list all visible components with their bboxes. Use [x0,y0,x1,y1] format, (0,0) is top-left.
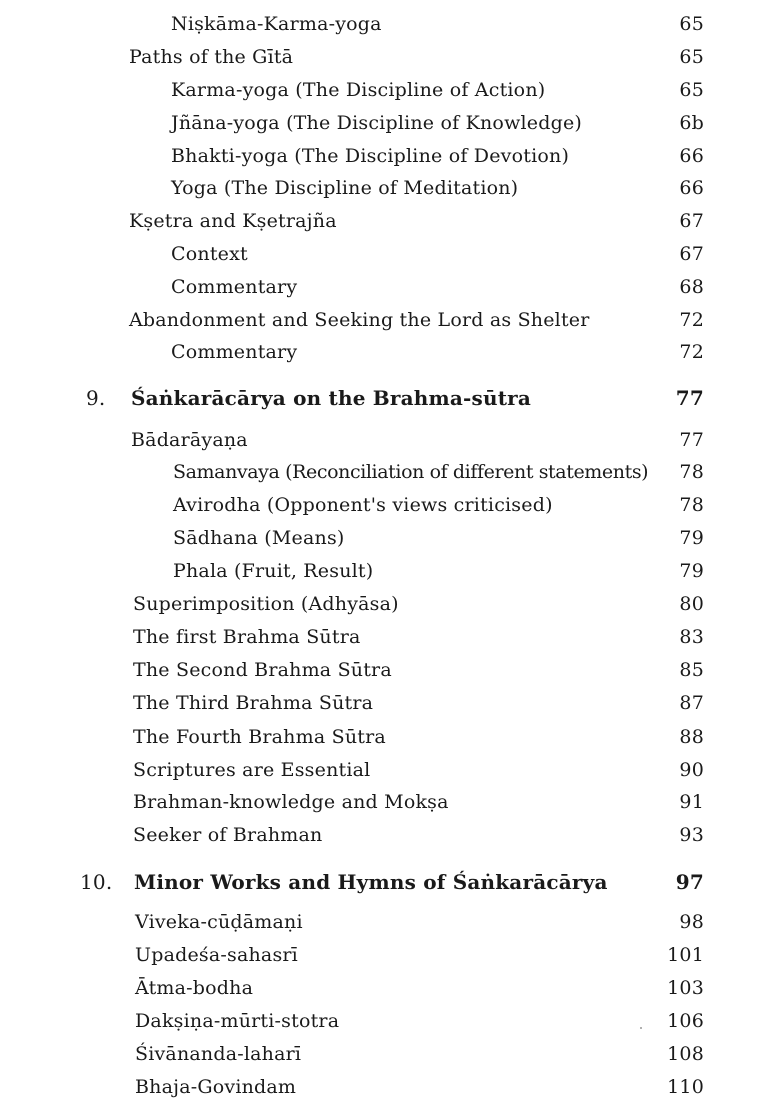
toc-entry-page: 87 [679,692,704,714]
toc-entry-page: 88 [679,726,704,748]
toc-entry-page: 65 [679,46,704,68]
toc-entry-label: Bhaja-Govindam [135,1076,297,1098]
toc-entry-page: 65 [679,13,704,35]
toc-entry[interactable] [0,722,780,752]
toc-entry-label: Śivānanda-laharī [135,1043,302,1065]
toc-entry-page: 80 [679,593,704,615]
toc-entry[interactable] [0,820,780,850]
chapter-heading-10[interactable] [0,867,780,897]
toc-entry[interactable] [0,272,780,302]
chapter-page: 97 [675,870,704,894]
toc-entry-label: Yoga (The Discipline of Meditation) [171,177,519,199]
toc-entry-page: 98 [679,911,704,933]
toc-entry-label: Kṣetra and Kṣetrajña [129,210,337,232]
toc-entry-label: Abandonment and Seeking the Lord as Shelter [129,309,590,331]
toc-entry[interactable] [0,9,780,39]
toc-entry-label: Samanvaya (Reconciliation of different statements) [173,461,649,483]
toc-entry[interactable] [0,688,780,718]
toc-entry-label: Brahman-knowledge and Mokṣa [133,791,449,813]
toc-entry[interactable] [0,907,780,937]
toc-entry-page: 6b [679,112,704,134]
toc-entry-page: 91 [679,791,704,813]
toc-entry[interactable] [0,337,780,367]
toc-entry[interactable] [0,42,780,72]
toc-entry[interactable] [0,425,780,455]
toc-entry-page: 66 [679,177,704,199]
toc-entry-page: 83 [679,626,704,648]
toc-entry-page: 101 [667,944,704,966]
toc-entry[interactable] [0,239,780,269]
toc-entry[interactable] [0,75,780,105]
toc-entry[interactable] [0,1006,780,1036]
toc-entry-page: 78 [679,461,704,483]
toc-entry[interactable] [0,622,780,652]
toc-entry[interactable] [0,655,780,685]
toc-entry[interactable] [0,556,780,586]
toc-entry-label: The first Brahma Sūtra [133,626,361,648]
toc-entry[interactable] [0,108,780,138]
toc-entry-label: The Third Brahma Sūtra [133,692,374,714]
toc-entry-page: 72 [679,341,704,363]
toc-entry-label: Bhakti-yoga (The Discipline of Devotion) [171,145,570,167]
chapter-heading-9[interactable] [0,383,780,413]
toc-entry-label: Scriptures are Essential [133,759,371,781]
toc-entry[interactable] [0,206,780,236]
toc-entry[interactable] [0,305,780,335]
toc-entry-label: Sādhana (Means) [173,527,345,549]
toc-entry-page: 85 [679,659,704,681]
toc-entry-page: 67 [679,210,704,232]
toc-entry-page: 78 [679,494,704,516]
toc-entry[interactable] [0,940,780,970]
toc-entry-page: 79 [679,527,704,549]
chapter-number: 10. [80,870,113,894]
toc-entry-label: Paths of the Gītā [129,46,294,68]
toc-entry-page: 93 [679,824,704,846]
toc-entry-label: Phala (Fruit, Result) [173,560,374,582]
toc-entry-page: 66 [679,145,704,167]
toc-entry-label: Jñāna-yoga (The Discipline of Knowledge) [171,112,583,134]
toc-entry-label: Niṣkāma-Karma-yoga [171,13,382,35]
toc-entry-label: Bādarāyaṇa [131,429,248,451]
toc-entry[interactable] [0,457,780,487]
toc-entry-page: 90 [679,759,704,781]
toc-entry[interactable] [0,973,780,1003]
toc-entry-label: Commentary [171,276,298,298]
toc-entry[interactable] [0,1039,780,1069]
toc-entry-page: 65 [679,79,704,101]
toc-entry-label: Avirodha (Opponent's views criticised) [173,494,553,516]
toc-entry-label: Ātma-bodha [135,977,254,999]
toc-entry-label: Dakṣiṇa-mūrti-stotra [135,1010,340,1032]
toc-entry[interactable] [0,523,780,553]
toc-entry-label: Context [171,243,248,265]
toc-entry[interactable] [0,173,780,203]
toc-entry-page: 79 [679,560,704,582]
toc-entry[interactable] [0,787,780,817]
print-speck [640,1027,642,1029]
toc-entry-label: Commentary [171,341,298,363]
toc-entry-label: The Second Brahma Sūtra [133,659,392,681]
toc-entry-label: Seeker of Brahman [133,824,323,846]
chapter-page: 77 [675,386,704,410]
toc-entry-page: 68 [679,276,704,298]
toc-entry-page: 72 [679,309,704,331]
toc-entry-page: 110 [667,1076,704,1098]
chapter-title: Minor Works and Hymns of Śaṅkarācārya [134,870,608,894]
toc-entry-page: 103 [667,977,704,999]
toc-entry-label: The Fourth Brahma Sūtra [133,726,386,748]
toc-entry-label: Upadeśa-sahasrī [135,944,298,966]
toc-entry[interactable] [0,589,780,619]
toc-entry[interactable] [0,755,780,785]
toc-entry-page: 106 [667,1010,704,1032]
chapter-number: 9. [86,386,106,410]
toc-entry[interactable] [0,1072,780,1102]
chapter-title: Śaṅkarācārya on the Brahma-sūtra [131,386,532,410]
toc-entry-label: Karma-yoga (The Discipline of Action) [171,79,546,101]
toc-entry-page: 67 [679,243,704,265]
toc-entry-page: 77 [679,429,704,451]
toc-entry-label: Superimposition (Adhyāsa) [133,593,399,615]
toc-entry-page: 108 [667,1043,704,1065]
toc-entry[interactable] [0,490,780,520]
toc-entry[interactable] [0,141,780,171]
toc-entry-label: Viveka-cūḍāmaṇi [135,911,303,933]
